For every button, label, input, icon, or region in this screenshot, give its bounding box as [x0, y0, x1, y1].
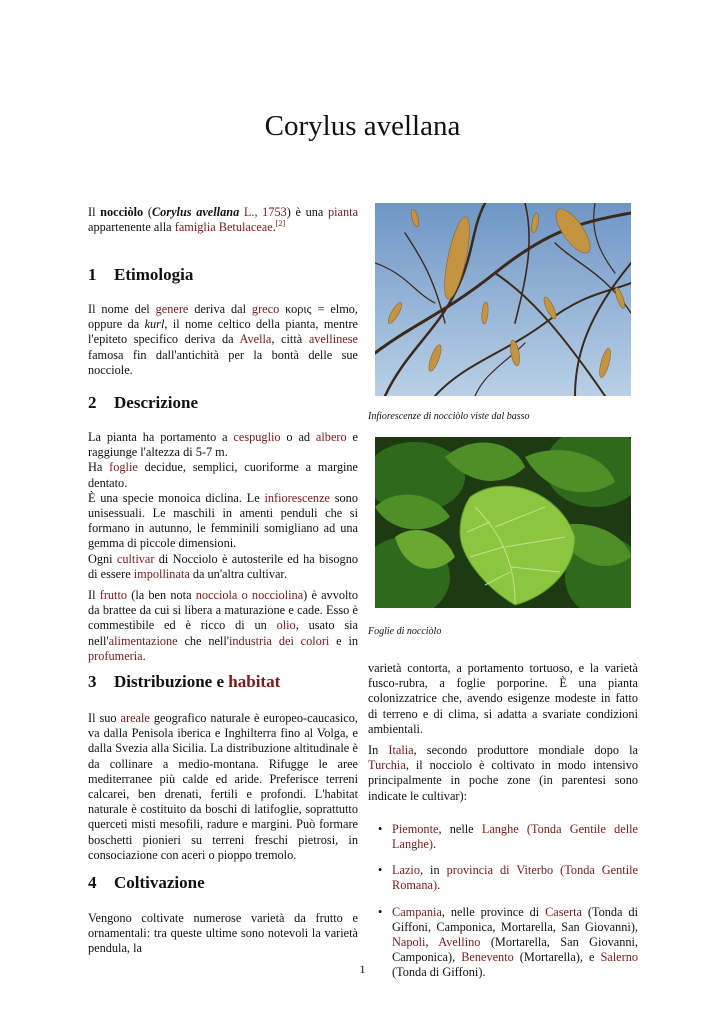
page-title: Corylus avellana	[264, 110, 461, 142]
leaves-photo	[375, 437, 631, 608]
link-famiglia[interactable]: famiglia Betulaceae	[174, 220, 273, 235]
link-cultivar[interactable]: cultivar	[116, 551, 155, 566]
section-heading-coltivazione: 4 Coltivazione	[88, 873, 205, 892]
distribuzione-paragraph: Il suo areale geografico naturale è europeo-caucasico, va dalla Penisola iberica e Inghilterra fino al Volga, e dalla Svezia alla Sicilia. La distribuzione altitudinale è da collinare a medio-montana. Rifugge le aree mediterranee più calde ed aride. Preferisce terreni calcarei, ben drenati, fertili e profondi. L'habitat naturale è costituito da boschi di latifoglie, soprattutto querceti misti mesofili, radure e margini. Può formare boschetti pionieri su terreni freschi pietrosi, in consociazione con aceri o pioppo tremolo.	[88, 711, 358, 862]
link-alimentazione[interactable]: alimentazione	[108, 633, 178, 648]
coltivazione-paragraph-left: Vengono coltivate numerose varietà da frutto e ornamentali: tra queste ultime sono notevoli la varietà pendula, la	[88, 911, 358, 956]
link-avellinese[interactable]: avellinese	[308, 332, 358, 347]
link-cultivar-langhe[interactable]: (Tonda Gentile delle Langhe)	[392, 821, 638, 852]
section-heading-descrizione: 2 Descrizione	[88, 393, 199, 412]
link-areale[interactable]: areale	[120, 711, 150, 725]
link-industria-colori[interactable]: industria dei colori	[228, 633, 330, 648]
reference-link[interactable]: [2]	[275, 219, 286, 229]
link-napoli[interactable]: Napoli	[392, 935, 426, 950]
link-avella[interactable]: Avella	[239, 332, 272, 347]
link-langhe[interactable]: Langhe	[481, 821, 519, 836]
link-italia[interactable]: Italia	[388, 743, 414, 758]
link-turchia[interactable]: Turchia	[368, 758, 406, 773]
link-greco[interactable]: greco	[251, 302, 280, 316]
link-genere[interactable]: genere	[155, 302, 189, 316]
link-viterbo[interactable]: provincia di Viterbo	[446, 863, 554, 878]
section-heading-distribuzione: 3 Distribuzione e habitat	[88, 672, 281, 691]
link-benevento[interactable]: Benevento	[461, 950, 514, 965]
catkins-photo	[375, 203, 631, 396]
link-lazio[interactable]: Lazio	[392, 863, 420, 878]
link-olio[interactable]: olio	[276, 618, 296, 633]
intro-paragraph: Il nocciòlo (Corylus avellana L., 1753) è una pianta appartenente alla famiglia Betulaceae.[2]	[88, 205, 359, 235]
regions-list	[368, 822, 638, 981]
link-salerno[interactable]: Salerno	[600, 950, 639, 965]
link-cespuglio[interactable]: cespuglio	[233, 430, 281, 444]
list-item: • Lazio, in provincia di Viterbo (Tonda Gentile Romana).	[392, 863, 638, 893]
link-frutto[interactable]: frutto	[99, 588, 128, 603]
link-cultivar-romana[interactable]: (Tonda Gentile Romana)	[392, 863, 638, 893]
scientific-name: Corylus avellana	[151, 205, 240, 219]
list-item: • Campania, nelle province di Caserta (Tonda di Giffoni, Camponica, Mortarella, San Giovanni), Napoli, Avellino (Mortarella, San Giovanni, Camponica), Benevento (Mortarella), e Salerno (Tonda di Giffoni).	[392, 905, 638, 981]
link-piemonte[interactable]: Piemonte	[392, 821, 439, 836]
link-impollinata[interactable]: impollinata	[133, 566, 190, 581]
link-campania[interactable]: Campania	[392, 904, 442, 919]
link-avellino[interactable]: Avellino	[438, 935, 481, 950]
page-number: 1	[359, 962, 366, 976]
list-item: • Piemonte, nelle Langhe (Tonda Gentile delle Langhe).	[392, 822, 638, 852]
coltivazione-right-column: varietà contorta, a portamento tortuoso, e la varietà fusco-rubra, a foglie porporine. È una pianta colonizzatrice che, avendo esigenze modeste in fatto di terreno e di clima, si adatta a svariate condizioni ambientali. In Italia, secondo produttore mondiale dopo la Turchia, il nocciolo è coltivato in modo intensivo principalmente in poche zone (in parentesi sono indicate le cultivar): • Piemonte, nelle Langhe (Tonda Gentile delle Langhe). • Lazio, in provincia di Viterbo (Tonda Gentile Romana). • Campania, nelle province di Caserta (Tonda di Giffoni, Camponica, Mortarella, San Giovanni), Napoli, Avellino (Mortarella, San Giovanni, Camponica), Benevento (Mortarella), e Salerno (Tonda di Giffoni).	[368, 661, 638, 992]
link-foglie[interactable]: foglie	[109, 460, 138, 475]
link-linnaeus[interactable]: L., 1753	[243, 205, 287, 219]
figure-caption-leaves: Foglie di nocciòlo	[368, 626, 442, 637]
descrizione-body: La pianta ha portamento a cespuglio o ad albero e raggiunge l'altezza di 5-7 m. Ha foglie decidue, semplici, cuoriforme a margine dentato. È una specie monoica diclina. Le infiorescenze sono unisessuali. Le maschili in amenti penduli che si formano in autunno, le femminili somigliano ad una gemma di piccole dimensioni. Ogni cultivar di Nocciolo è autosterile ed ha bisogno di essere impollinata da un'altra cultivar. Il frutto (la ben nota nocciola o nocciolina) è avvolto da brattee da cui si libera a maturazione e cade. Esso è commestibile ed è ricco di un olio, usato sia nell'alimentazione che nell'industria dei colori e in profumeria.	[88, 430, 359, 663]
coltivazione-paragraph-right: varietà contorta, a portamento tortuoso, e la varietà fusco-rubra, a foglie porporine. È una pianta colonizzatrice che, avendo esigenze modeste in fatto di terreno e di clima, si adatta a svariate condizioni ambientali.	[368, 661, 638, 736]
link-caserta[interactable]: Caserta	[545, 904, 582, 919]
link-nocciola[interactable]: nocciola o nocciolina	[195, 588, 304, 603]
link-albero[interactable]: albero	[315, 430, 347, 444]
etimologia-paragraph: Il nome del genere deriva dal greco κορις = elmo, oppure da kurl, il nome celtico della pianta, mentre l'epiteto specifico deriva da Avella, città avellinese famosa fin dall'antichità per la bontà delle sue nocciole.	[88, 302, 358, 377]
link-infiorescenze[interactable]: infiorescenze	[264, 490, 330, 505]
section-heading-etimologia: 1 Etimologia	[88, 265, 194, 284]
link-habitat[interactable]: habitat	[228, 672, 281, 691]
link-pianta[interactable]: pianta	[327, 205, 359, 219]
link-profumeria[interactable]: profumeria	[88, 648, 143, 663]
figure-caption-catkins: Infiorescenze di nocciòlo viste dal basso	[368, 411, 530, 422]
nocciolo-term: nocciòlo	[100, 205, 144, 219]
